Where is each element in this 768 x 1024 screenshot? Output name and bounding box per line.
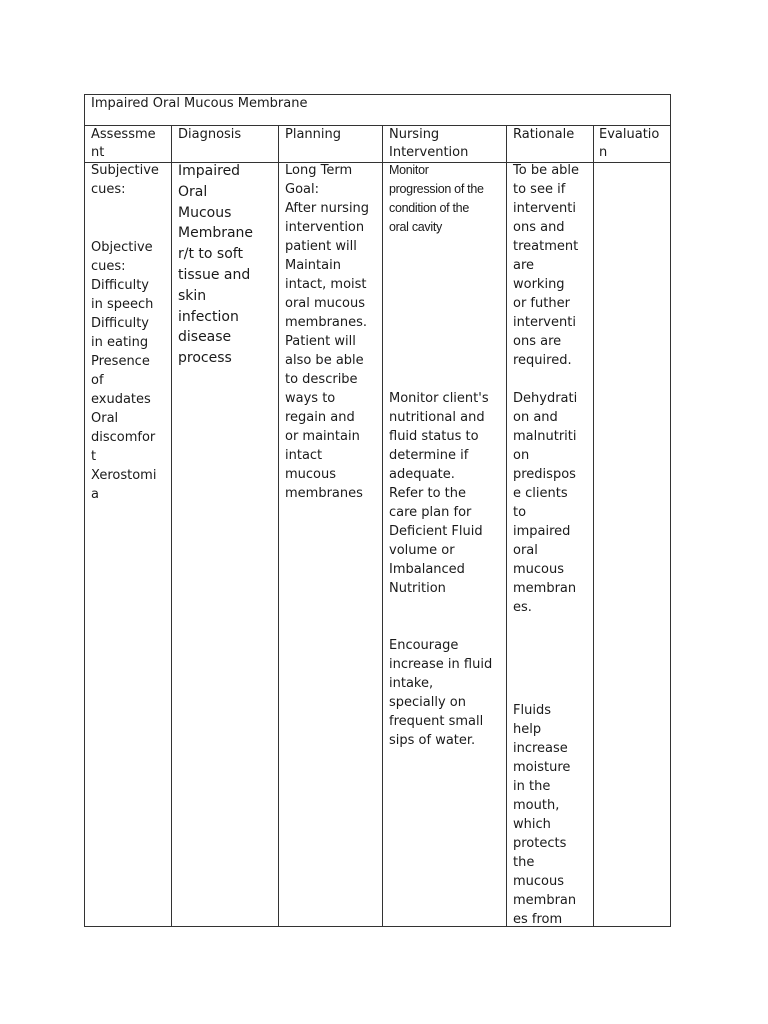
planning-goal-text: Long Term Goal: After nursing intervention patient will Maintain intact, moist oral mucous membranes. Patient will also be able to describe ways to regain and or maintain intact mucous membranes: [285, 163, 370, 501]
table-title: Impaired Oral Mucous Membrane: [91, 96, 308, 111]
header-assessment: Assessme nt: [91, 127, 156, 160]
column-divider: [593, 126, 594, 926]
intervention-item: Monitor progression of the condition of the oral cavity: [389, 163, 484, 234]
assessment-subjective-cues: Subjective cues:: [91, 163, 159, 197]
header-rationale: Rationale: [513, 127, 575, 142]
table-title-row: [85, 95, 670, 126]
column-divider: [506, 126, 507, 926]
intervention-item: Encourage increase in fluid intake, specially on frequent small sips of water.: [389, 638, 493, 748]
header-nursing-intervention: Nursing Intervention: [389, 127, 469, 160]
header-evaluation: Evaluatio n: [599, 127, 660, 160]
header-planning: Planning: [285, 127, 341, 142]
column-divider: [382, 126, 383, 926]
nursing-care-plan-table: [84, 94, 671, 927]
diagnosis-text: Impaired Oral Mucous Membrane r/t to soft tissue and skin infection disease process: [178, 163, 254, 367]
assessment-objective-cues: Objective cues: Difficulty in speech Difficulty in eating Presence of exudates Oral discomfor t Xerostomi a: [91, 240, 157, 502]
column-divider: [278, 126, 279, 926]
rationale-item: Fluids help increase moisture in the mouth, which protects the mucous membran es from: [513, 703, 577, 927]
rationale-item: Dehydrati on and malnutriti on predispos e clients to impaired oral mucous membran es.: [513, 391, 578, 615]
table-header-row: [85, 126, 670, 163]
rationale-item: To be able to see if interventi ons and treatment are working or futher interventi ons are required.: [513, 163, 580, 368]
header-diagnosis: Diagnosis: [178, 127, 242, 142]
intervention-item: Monitor client's nutritional and fluid status to determine if adequate. Refer to the care plan for Deficient Fluid volume or Imbalanced Nutrition: [389, 391, 489, 596]
column-divider: [171, 126, 172, 926]
